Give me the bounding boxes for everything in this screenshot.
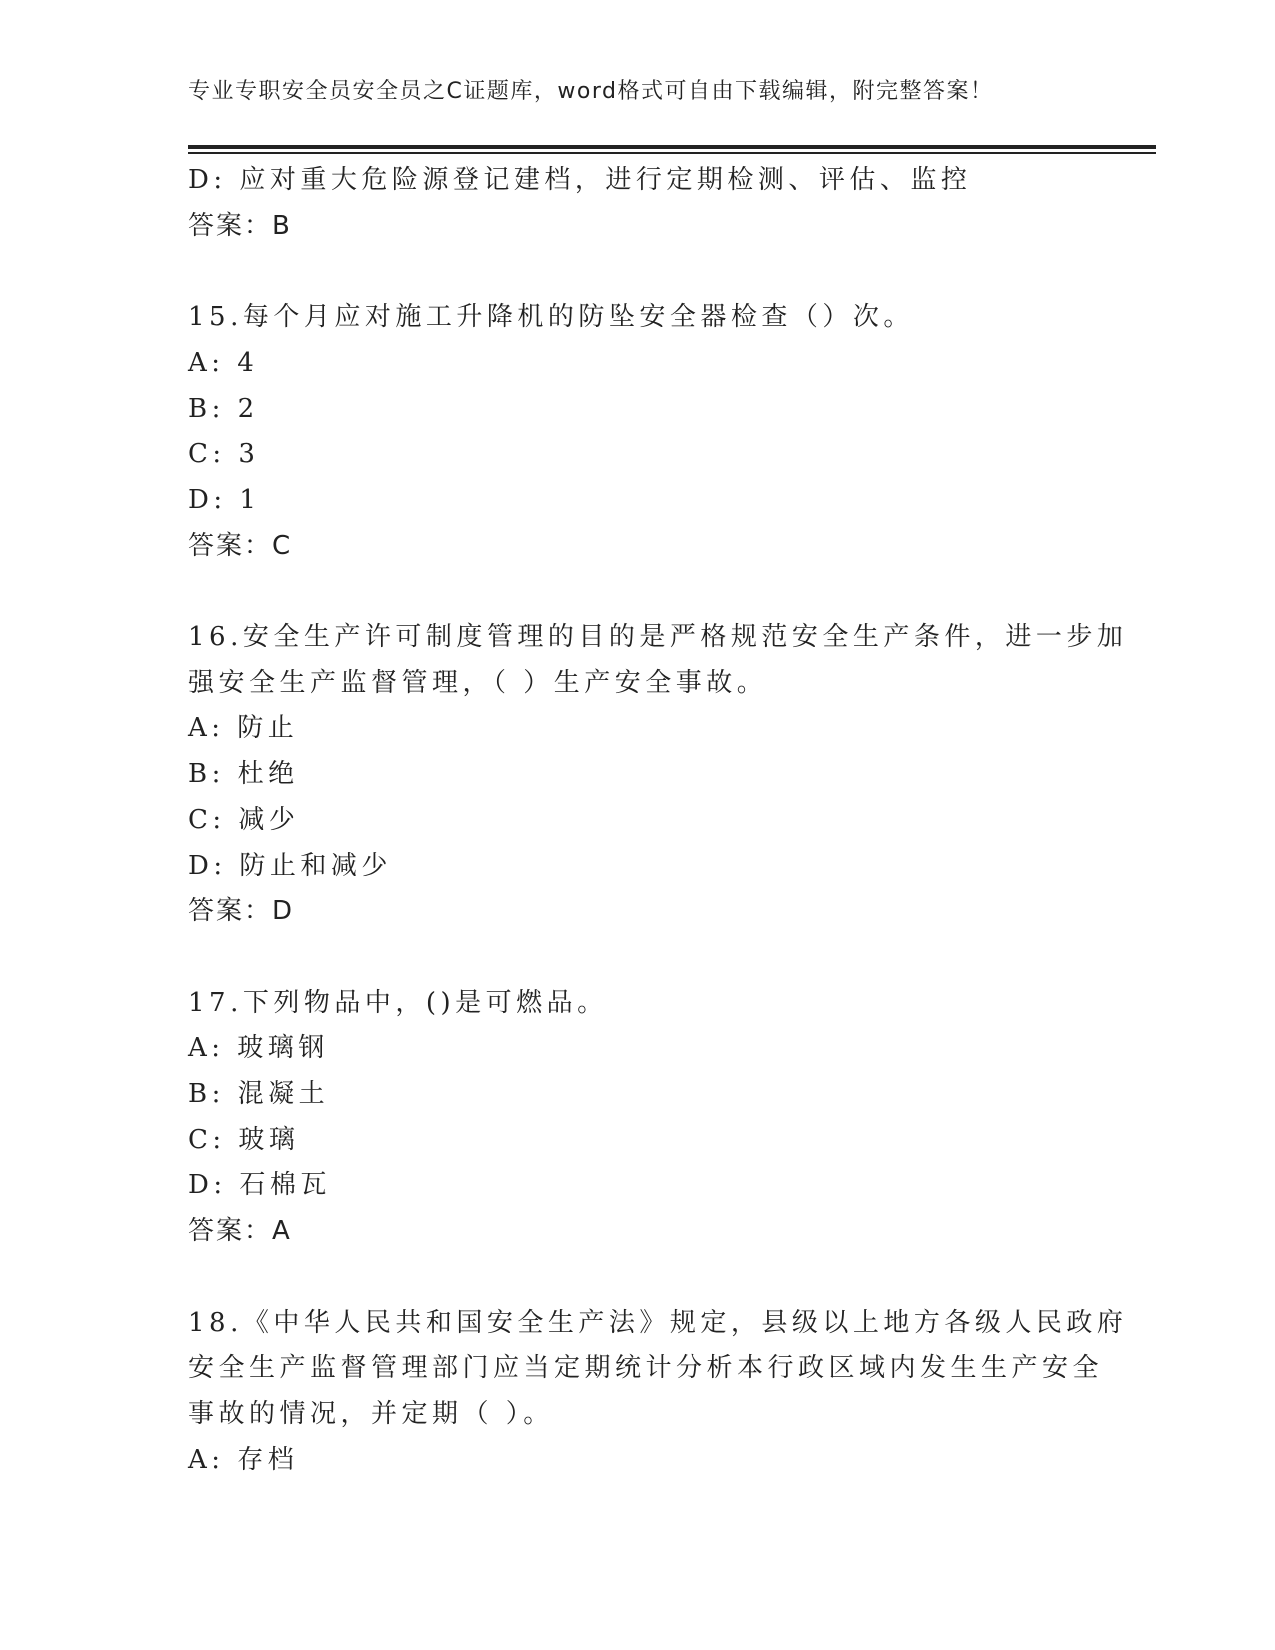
option-b: B: 混凝土 — [188, 1079, 330, 1110]
option-d: D: 石棉瓦 — [188, 1170, 331, 1201]
prev-answer: 答案：B — [188, 210, 292, 241]
option-c: C: 3 — [188, 439, 260, 470]
option-a: A: 防止 — [188, 713, 299, 744]
question-content — [188, 158, 1128, 1483]
option-c: C: 玻璃 — [188, 1124, 300, 1155]
answer: 答案：C — [188, 530, 293, 561]
question-stem: 16.安全生产许可制度管理的目的是严格规范安全生产条件，进一步加 — [188, 622, 1128, 652]
answer: 答案：A — [188, 1216, 292, 1247]
question-15 — [188, 295, 1088, 569]
question-stem: 18.《中华人民共和国安全生产法》规定，县级以上地方各级人民政府 — [188, 1307, 1128, 1338]
question-stem: 事故的情况，并定期（ ）。 — [188, 1398, 554, 1429]
page-header: 专业专职安全员安全员之C证题库，word格式可自由下载编辑，附完整答案！ — [188, 79, 994, 104]
option-d: D: 1 — [188, 484, 261, 515]
question-stem: 强安全生产监督管理，（ ）生产安全事故。 — [188, 667, 768, 698]
option-a: A: 4 — [188, 347, 259, 378]
spacer — [188, 249, 1088, 295]
spacer — [188, 569, 1088, 615]
option-a: A: 玻璃钢 — [188, 1033, 329, 1064]
question-16 — [188, 615, 1128, 935]
header-rule-thin — [188, 152, 1156, 154]
spacer — [188, 935, 1088, 981]
question-stem: 安全生产监督管理部门应当定期统计分析本行政区域内发生生产安全 — [188, 1353, 1104, 1384]
prev-option-d: D: 应对重大危险源登记建档，进行定期检测、评估、监控 — [188, 165, 972, 195]
option-d: D: 防止和减少 — [188, 850, 392, 881]
header-rule-thick — [188, 145, 1156, 149]
option-c: C: 减少 — [188, 804, 300, 835]
option-a: A: 存档 — [188, 1444, 299, 1475]
question-stem: 17.下列物品中，()是可燃品。 — [188, 987, 608, 1018]
question-18 — [188, 1301, 1128, 1484]
option-b: B: 杜绝 — [188, 759, 299, 790]
spacer — [188, 1255, 1088, 1301]
question-stem: 15.每个月应对施工升降机的防坠安全器检查（）次。 — [188, 302, 914, 333]
question-17 — [188, 981, 1088, 1255]
option-b: B: 2 — [188, 393, 259, 424]
answer: 答案：D — [188, 896, 295, 927]
